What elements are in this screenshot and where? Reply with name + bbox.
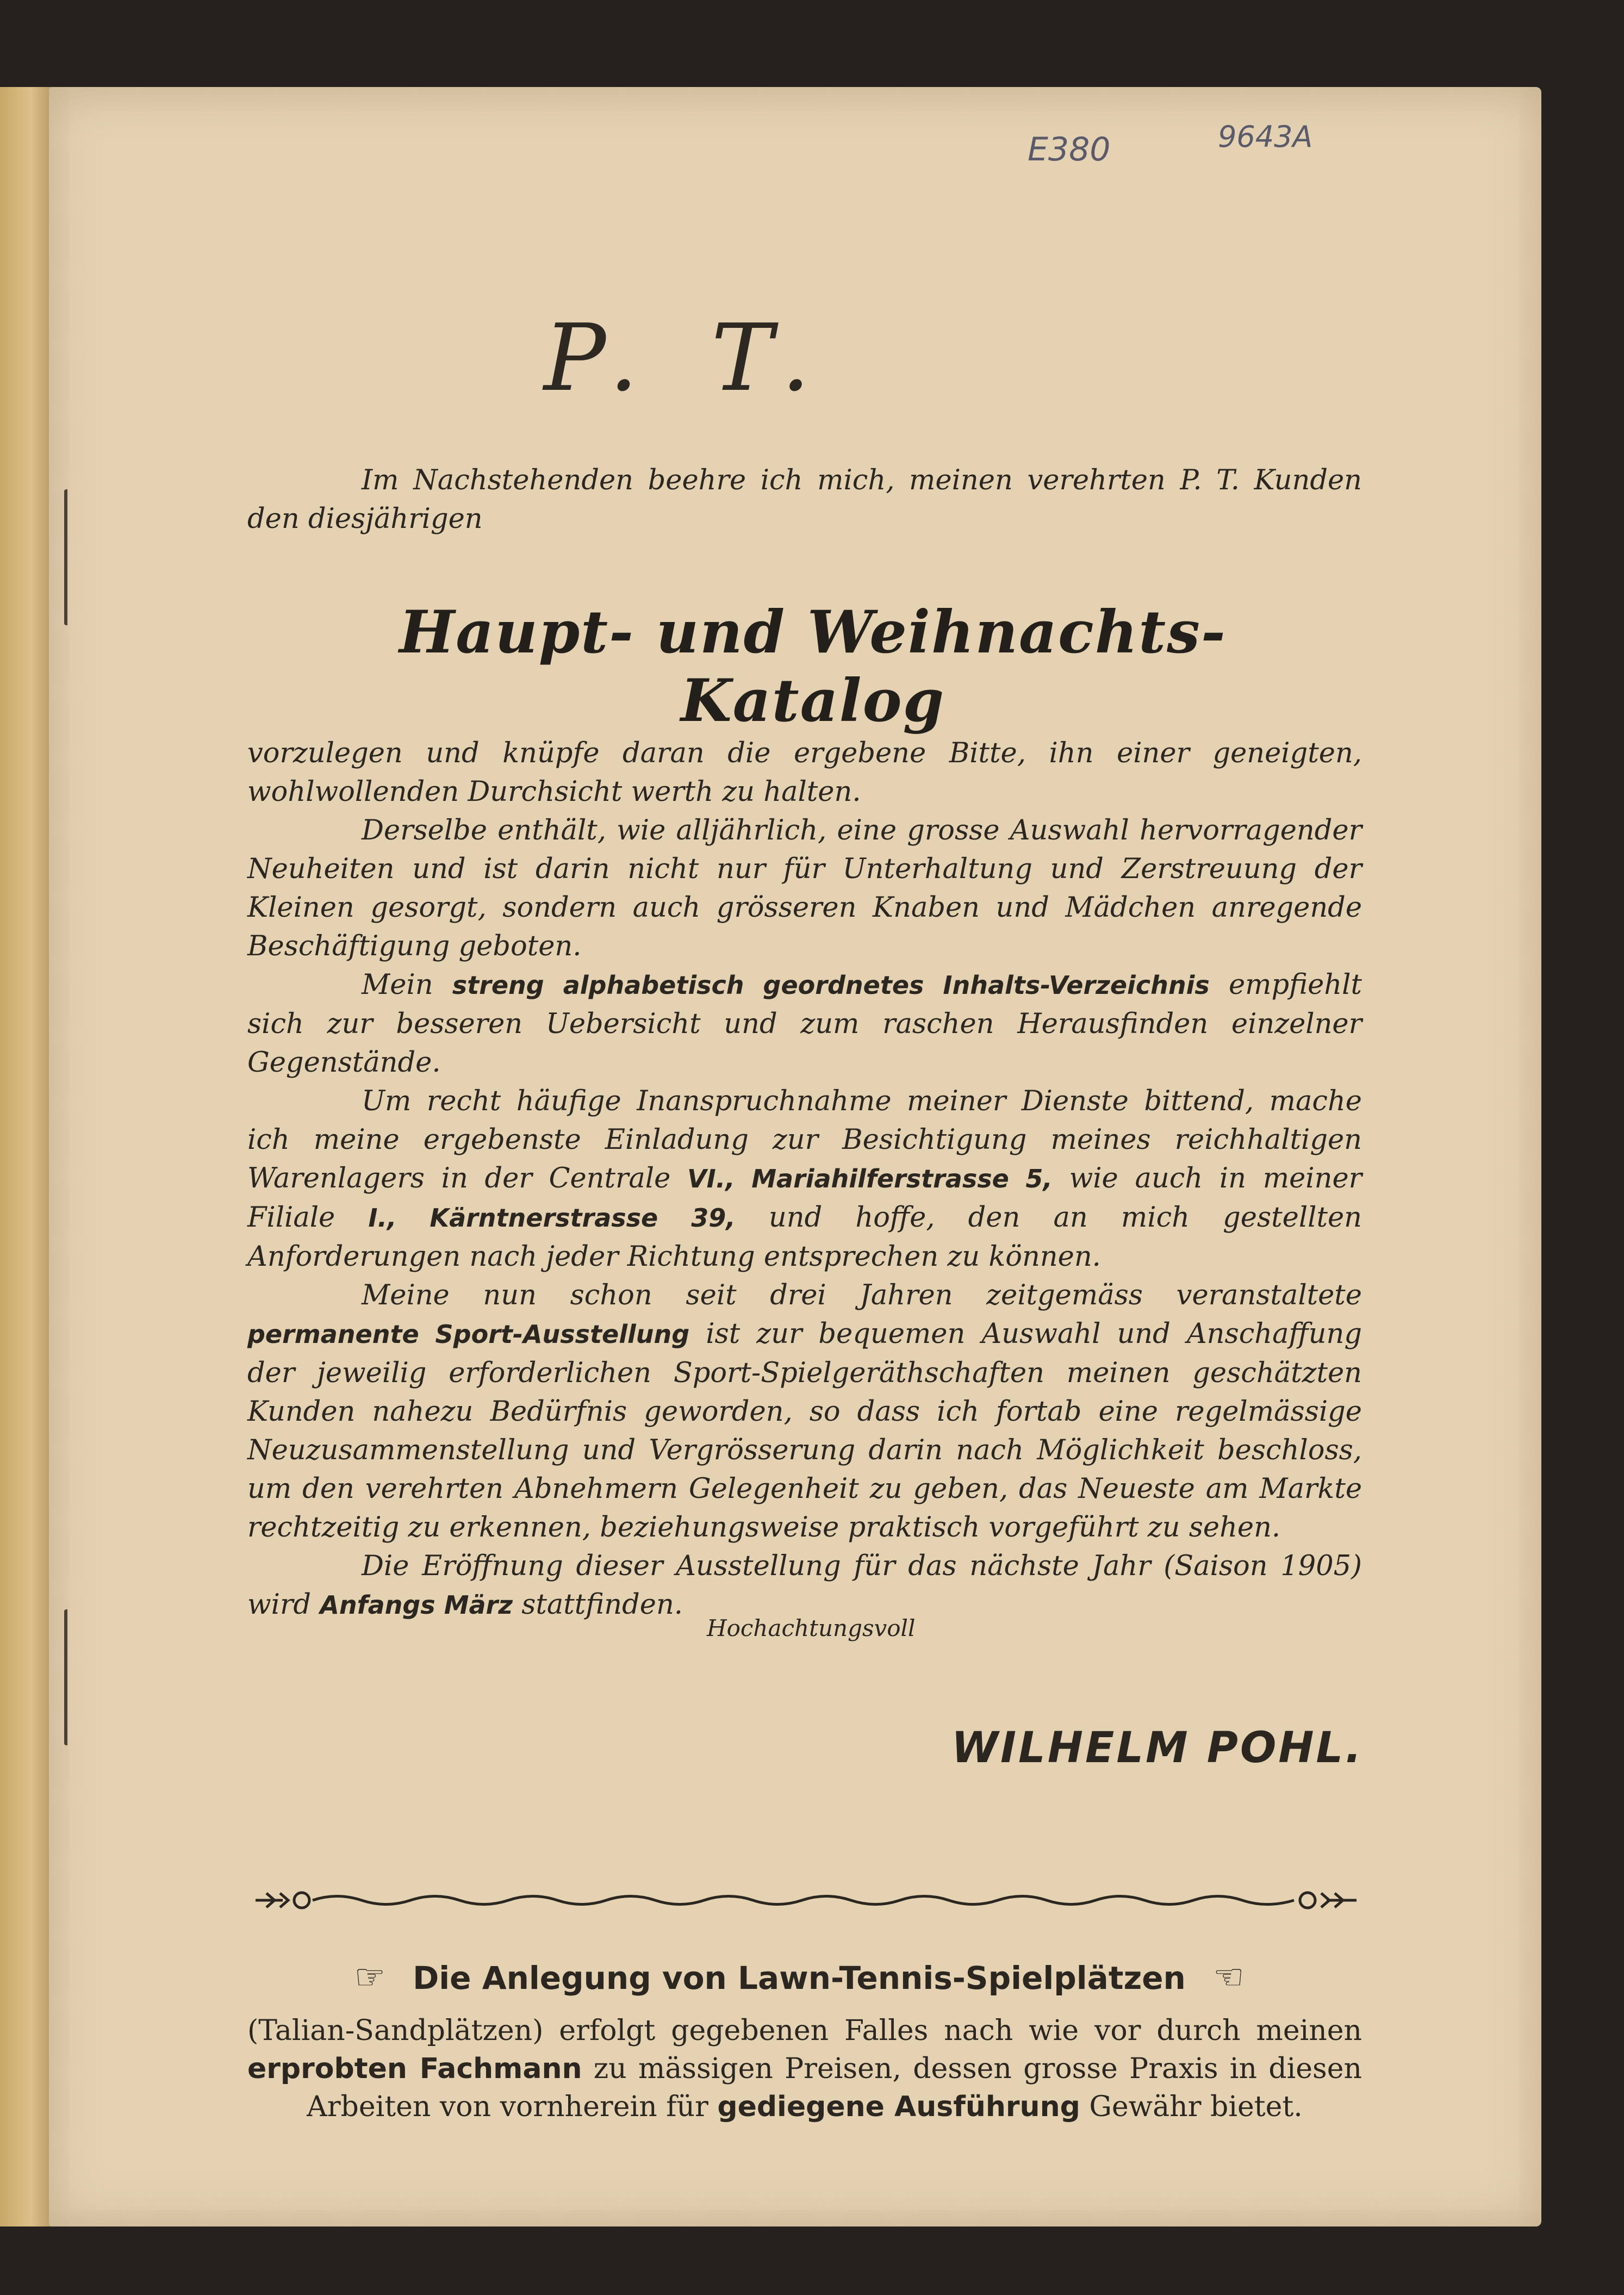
handwritten-note-left: E380 (1028, 130, 1111, 169)
page-edge (0, 87, 52, 2226)
handwritten-note-right: 9643A (1218, 120, 1313, 154)
binding-staple (64, 489, 83, 625)
signature: WILHELM POHL. (951, 1724, 1364, 1772)
intro (247, 461, 1362, 538)
paragraph-3: Mein streng alphabetisch geordnetes Inhalts-Verzeichnis empfiehlt sich zur besseren Uebersicht und zum raschen Herausfinden einzelner Gegenstände. (247, 969, 1362, 1079)
notice-text: (Talian-Sandplätzen) erfolgt gegebenen Falles nach wie vor durch meinen erprobten Fachmann zu mässigen Preisen, dessen grosse Praxis in diesen Arbeiten von vornherein für gediegene Ausführung Gewähr bietet. (247, 2014, 1362, 2123)
intro-line: Im Nachstehenden beehre ich mich, meinen verehrten P. T. Kunden den diesjährigen (247, 464, 1362, 535)
salutation: P. T. (544, 304, 832, 412)
closing: Hochachtungsvoll (707, 1615, 916, 1641)
catalog-title: Haupt- und Weihnachts-Katalog (399, 598, 1227, 735)
binding-staple (64, 1609, 83, 1745)
paragraph-1: vorzulegen und knüpfe daran die ergebene Bitte, ihn einer geneigten, wohlwollenden Durchsicht werth zu halten. (247, 737, 1362, 808)
paragraph-5: Meine nun schon seit drei Jahren zeitgemäss veranstaltete permanente Sport-Ausstellung ist zur bequemen Auswahl und Anschaffung der jeweilig erforderlichen Sport-Spielgeräthschaften meinen geschätzten Kunden nahezu Bedürfnis geworden, so dass ich fortab eine regelmässige Neuzusammenstellung und Vergrösserung darin nach Möglichkeit beschloss, um den verehrten Abnehmern Gelegenheit zu geben, das Neueste am Markte rechtzeitig zu erkennen, beziehungsweise praktisch vorgeführt zu sehen. (247, 1279, 1362, 1544)
pointing-hand-left-icon: ☜ (1213, 1957, 1245, 1998)
paragraph-4: Um recht häufige Inanspruchnahme meiner Dienste bittend, mache ich meine ergebenste Einladung zur Besichtigung meines reichhaltigen Warenlagers in der Centrale VI., Mariahilferstrasse 5, wie auch in meiner Filiale I., Kärntnerstrasse 39, und hoffe, den an mich gestellten Anforderungen nach jeder Richtung entsprechen zu können. (247, 1085, 1362, 1273)
paragraph-6: Die Eröffnung dieser Ausstellung für das nächste Jahr (Saison 1905) wird Anfangs März stattfinden. (247, 1550, 1362, 1621)
notice-heading: ☞ Die Anlegung von Lawn-Tennis-Spielplätzen ☜ (354, 1957, 1245, 1998)
paragraph-2: Derselbe enthält, wie alljährlich, eine grosse Auswahl hervorragender Neuheiten und ist darin nicht nur für Unterhaltung und Zerstreuung der Kleinen gesorgt, sondern auch grösseren Knaben und Mädchen anregende Beschäftigung geboten. (247, 814, 1362, 962)
letter-body (247, 734, 1362, 1625)
ornamental-divider (250, 1887, 1359, 1914)
pointing-hand-right-icon: ☞ (354, 1957, 385, 1998)
